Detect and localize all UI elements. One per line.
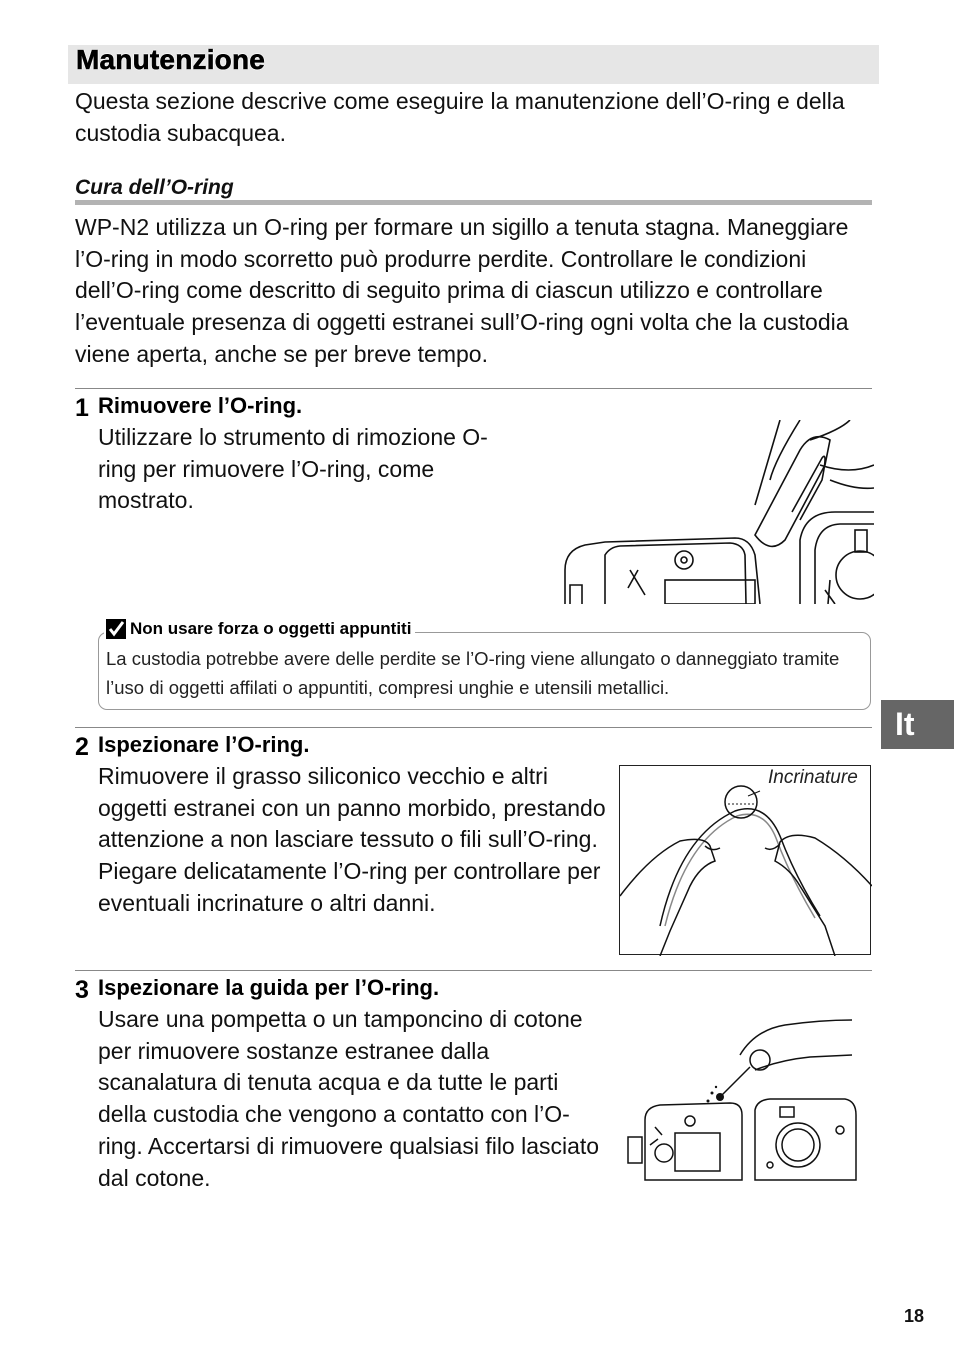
step-divider <box>75 727 872 728</box>
step-text: Rimuovere il grasso siliconico vecchio e altri oggetti estranei con un panno morbido, prestando attenzione a non lasciare tessuto o fili sull’O-ring. Piegare delicatamente l’O-ring per controllare per eventuali incrinature o altri danni. <box>98 763 606 916</box>
language-tab: It <box>881 700 954 749</box>
step-number: 1 <box>75 394 89 422</box>
check-note-icon <box>106 619 126 639</box>
section-paragraph: WP-N2 utilizza un O-ring per formare un sigillo a tenuta stagna. Maneggiare l’O-ring in modo scorretto può produrre perdite. Controllare le condizioni dell’O-ring come descritto di seguito prima di ciascun utilizzo e controllare l’eventuale presenza di oggetti estranei sull’O-ring ogni volta che la custodia viene aperta, anche se per breve tempo. <box>75 214 849 367</box>
step-divider <box>75 970 872 971</box>
step-divider <box>75 388 872 389</box>
page-title: Manutenzione <box>76 44 266 75</box>
section-heading: Cura dell’O-ring <box>75 176 234 199</box>
page-number: 18 <box>904 1306 925 1326</box>
step-number: 2 <box>75 733 89 761</box>
step-text: Utilizzare lo strumento di rimozione O-ring per rimuovere l’O-ring, come mostrato. <box>98 424 488 514</box>
note-title: Non usare forza o oggetti appuntiti <box>130 619 412 638</box>
step-title: Ispezionare la guida per l’O-ring. <box>98 975 440 1000</box>
step-title: Ispezionare l’O-ring. <box>98 732 310 757</box>
step-title: Rimuovere l’O-ring. <box>98 393 303 418</box>
section-rule <box>75 200 872 205</box>
intro-text: Questa sezione descrive come eseguire la manutenzione dell’O-ring e della custodia subacquea. <box>75 88 845 146</box>
note-header <box>104 619 415 639</box>
note-text: La custodia potrebbe avere delle perdite se l’O-ring viene allungato o danneggiato tramite l’uso di oggetti affilati o appuntiti, compresi unghie e utensili metallici. <box>106 648 840 698</box>
housing-cleaning-illustration <box>620 1015 860 1187</box>
step-text: Usare una pompetta o un tamponcino di cotone per rimuovere sostanze estranee dalla scanalatura di tenuta acqua e da tutte le parti della custodia che vengono a contatto con l’O-ring. Accertarsi di rimuovere qualsiasi filo lasciato dal cotone. <box>98 1006 600 1191</box>
oring-removal-illustration <box>560 420 874 604</box>
oring-inspection-figure <box>619 765 871 955</box>
figure-label: Incrinature <box>768 767 858 788</box>
step-number: 3 <box>75 976 89 1004</box>
